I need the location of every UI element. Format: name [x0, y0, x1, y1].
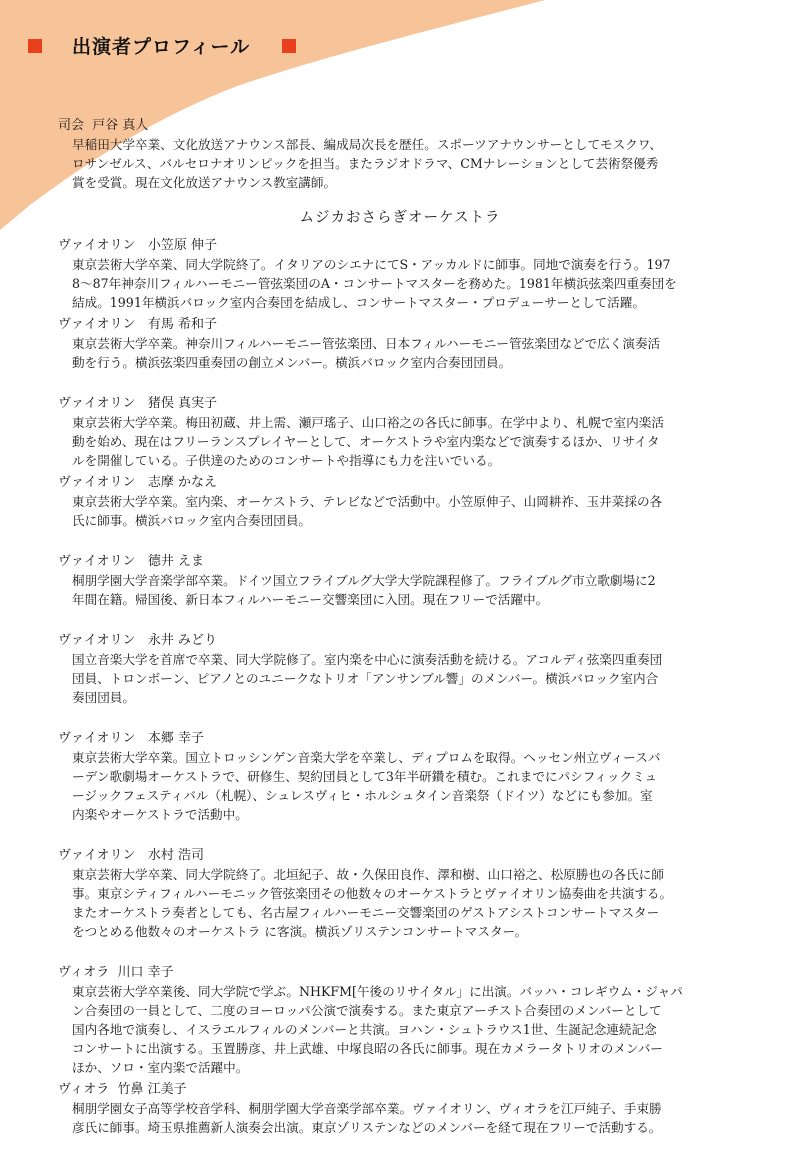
member-bio-line: 国立音楽大学を首席で卒業、同大学院修了。室内楽を中心に演奏活動を続ける。アコルディ弦楽四重奏団: [72, 652, 663, 667]
member-name-line: [58, 631, 748, 650]
member-role: ヴィオラ: [58, 1082, 110, 1097]
mc-bio: [72, 135, 748, 192]
member-bio-line: 東京芸術大学卒業。国立トロッシンゲン音楽大学を卒業し、ディプロムを取得。ヘッセン州立ヴィースバ: [72, 750, 661, 765]
member-name-line: [58, 315, 748, 334]
mc-bio-line: 早稲田大学卒業、文化放送アナウンス部長、編成局次長を歴任。スポーツアナウンサーとしてモスクワ、: [72, 137, 663, 152]
member-profile: [58, 552, 748, 631]
member-bio-line: 内楽やオーケストラで活動中。: [72, 807, 248, 822]
member-bio: [72, 1099, 748, 1137]
member-bio-line: 結成。1991年横浜バロック室内合奏団を結成し、コンサートマスター・プロデューサーとして活躍。: [72, 295, 645, 310]
member-name: 水村 浩司: [147, 848, 205, 863]
member-role: ヴァイオリン: [58, 554, 136, 569]
member-name: 有馬 希和子: [147, 317, 218, 332]
member-bio: [72, 334, 748, 372]
page-title: 出演者プロフィール: [72, 36, 251, 58]
mc-name: 戸谷 真人: [92, 118, 149, 133]
member-bio-line: 彦氏に師事。埼玉県推薦新人演奏会出演。東京ゾリステンなどのメンバーを経て現在フリーで活動する。: [72, 1120, 662, 1135]
member-name: 小笠原 伸子: [147, 238, 218, 253]
member-name: 猪俣 真実子: [147, 396, 218, 411]
member-profile: [58, 473, 748, 552]
member-bio-line: 氏に師事。横浜バロック室内合奏団団員。: [72, 513, 312, 528]
member-bio-line: 東京芸術大学卒業、同大学院終了。イタリアのシエナにてS・アッカルドに師事。同地で演奏を行う。197: [72, 257, 671, 272]
member-name: 竹鼻 江美子: [117, 1082, 187, 1097]
member-name-line: [58, 1080, 748, 1099]
member-name: 本郷 幸子: [147, 731, 205, 746]
member-bio-line: 東京芸術大学卒業。梅田初蔵、井上需、瀬戸瑤子、山口裕之の各氏に師事。在学中より、札幌で室内楽活: [72, 415, 664, 430]
member-bio-line: 事。東京シティフィルハーモニック管弦楽団その他数々のオーケストラとヴァイオリン協奏曲を共演する。: [72, 886, 673, 901]
member-role: ヴィオラ: [58, 965, 110, 980]
member-name-line: [58, 552, 748, 571]
member-bio: [72, 413, 748, 470]
member-name-line: [58, 236, 748, 255]
member-bio-line: 国内各地で演奏し、イスラエルフィルのメンバーと共演。ヨハン・シュトラウス1世、生誕記念連続記念: [72, 1022, 657, 1037]
orchestra-title: ムジカおさらぎオーケストラ: [299, 210, 501, 226]
member-bio-line: 東京芸術大学卒業。神奈川フィルハーモニー管弦楽団、日本フィルハーモニー管弦楽団などで広く演奏活: [72, 336, 661, 351]
member-profile: [58, 1080, 748, 1159]
member-bio-line: 桐朋学園大学音楽学部卒業。ドイツ国立フライブルグ大学大学院課程修了。フライブルグ市立歌劇場に2: [72, 573, 656, 588]
member-name-line: [58, 473, 748, 492]
page-header: [28, 32, 296, 59]
member-profile: [58, 236, 748, 315]
member-role: ヴァイオリン: [58, 731, 136, 746]
mc-role: 司会: [58, 118, 85, 133]
member-profile: [58, 394, 748, 473]
member-name-line: [58, 963, 748, 982]
member-bio-line: コンサートに出演する。玉置勝彦、井上武雄、中塚良昭の各氏に師事。現在カメラータトリオのメンバー: [72, 1041, 663, 1056]
member-bio-line: またオーケストラ奏者としても、名古屋フィルハーモニー交響楽団のゲストアシストコンサートマスター: [72, 905, 660, 920]
member-bio: [72, 748, 748, 824]
member-role: ヴァイオリン: [58, 475, 136, 490]
member-role: ヴァイオリン: [58, 848, 136, 863]
member-role: ヴァイオリン: [58, 633, 136, 648]
member-name: 德井 えま: [147, 554, 205, 569]
member-profile: [58, 631, 748, 729]
member-profile: [58, 315, 748, 394]
header-marker-left: [28, 39, 42, 53]
member-bio-line: 桐朋学園女子高等学校音学科、桐朋学園大学音楽学部卒業。ヴァイオリン、ヴィオラを江戸純子、手束勝: [72, 1101, 662, 1116]
mc-name-line: [58, 116, 748, 135]
member-list: [58, 236, 748, 1159]
member-bio-line: 8〜87年神奈川フィルハーモニー管弦楽団のA・コンサートマスターを務めた。1981年横浜弦楽四重奏団を: [72, 276, 677, 291]
mc-bio-line: ロサンゼルス、バルセロナオリンピックを担当。またラジオドラマ、CMナレーションとして芸術祭優秀: [72, 156, 659, 171]
member-bio-line: ン合奏団の一員として、二度のヨーロッパ公演で演奏する。また東京アーチスト合奏団のメンバーとして: [72, 1003, 662, 1018]
member-profile: [58, 963, 748, 1080]
member-bio: [72, 492, 748, 530]
member-bio-line: ージックフェスティバル（札幌）、シュレスヴィヒ・ホルシュタイン音楽祭（ドイツ）などにも参加。室: [72, 788, 653, 803]
member-bio-line: ルを開催している。子供達のためのコンサートや指導にも力を注いでいる。: [72, 453, 501, 468]
member-bio-line: ーデン歌劇場オーケストラで、研修生、契約団員として3年半研鑽を積む。これまでにパシフィックミュ: [72, 769, 658, 784]
member-bio: [72, 982, 748, 1077]
member-role: ヴァイオリン: [58, 396, 136, 411]
member-role: ヴァイオリン: [58, 238, 136, 253]
member-role: ヴァイオリン: [58, 317, 136, 332]
member-profile: [58, 846, 748, 963]
member-bio: [72, 571, 748, 609]
member-bio-line: 東京芸術大学卒業。室内楽、オーケストラ、テレビなどで活動中。小笠原伸子、山岡耕祚、玉井菜採の各: [72, 494, 663, 509]
member-bio-line: 団員、トロンボーン、ピアノとのユニークなトリオ「アンサンブル響」のメンバー。横浜バロック室内合: [72, 671, 659, 686]
member-name: 永井 みどり: [147, 633, 218, 648]
member-name-line: [58, 846, 748, 865]
member-bio-line: 動を行う。横浜弦楽四重奏団の創立メンバー。横浜バロック室内合奏団団員。: [72, 355, 512, 370]
mc-profile: [58, 116, 748, 192]
member-bio: [72, 865, 748, 941]
member-bio-line: 年間在籍。帰国後、新日本フィルハーモニー交響楽団に入団。現在フリーで活躍中。: [72, 592, 549, 607]
member-bio-line: ほか、ソロ・室内楽で活躍中。: [72, 1060, 249, 1075]
member-bio-line: 動を始め、現在はフリーランスプレイヤーとして、オーケストラや室内楽などで演奏するほか、リサイタ: [72, 434, 660, 449]
member-profile: [58, 729, 748, 846]
mc-bio-line: 賞を受賞。現在文化放送アナウンス教室講師。: [72, 175, 337, 190]
member-name: 川口 幸子: [117, 965, 174, 980]
member-name-line: [58, 394, 748, 413]
member-bio-line: 東京芸術大学卒業、同大学院終了。北垣紀子、故・久保田良作、澤和樹、山口裕之、松原勝也の各氏に師: [72, 867, 664, 882]
member-name: 志摩 かなえ: [147, 475, 218, 490]
member-bio: [72, 255, 748, 312]
member-bio: [72, 650, 748, 707]
member-bio-line: をつとめる他数々のオーケストラ に客演。横浜ゾリステンコンサートマスター。: [72, 924, 528, 939]
member-bio-line: 奏団団員。: [72, 690, 135, 705]
member-bio-line: 東京芸術大学卒業後、同大学院で学ぶ。NHKFM[午後のリサイタル」に出演。バッハ・コレギウム・ジャパ: [72, 984, 683, 999]
header-marker-right: [282, 39, 296, 53]
member-name-line: [58, 729, 748, 748]
